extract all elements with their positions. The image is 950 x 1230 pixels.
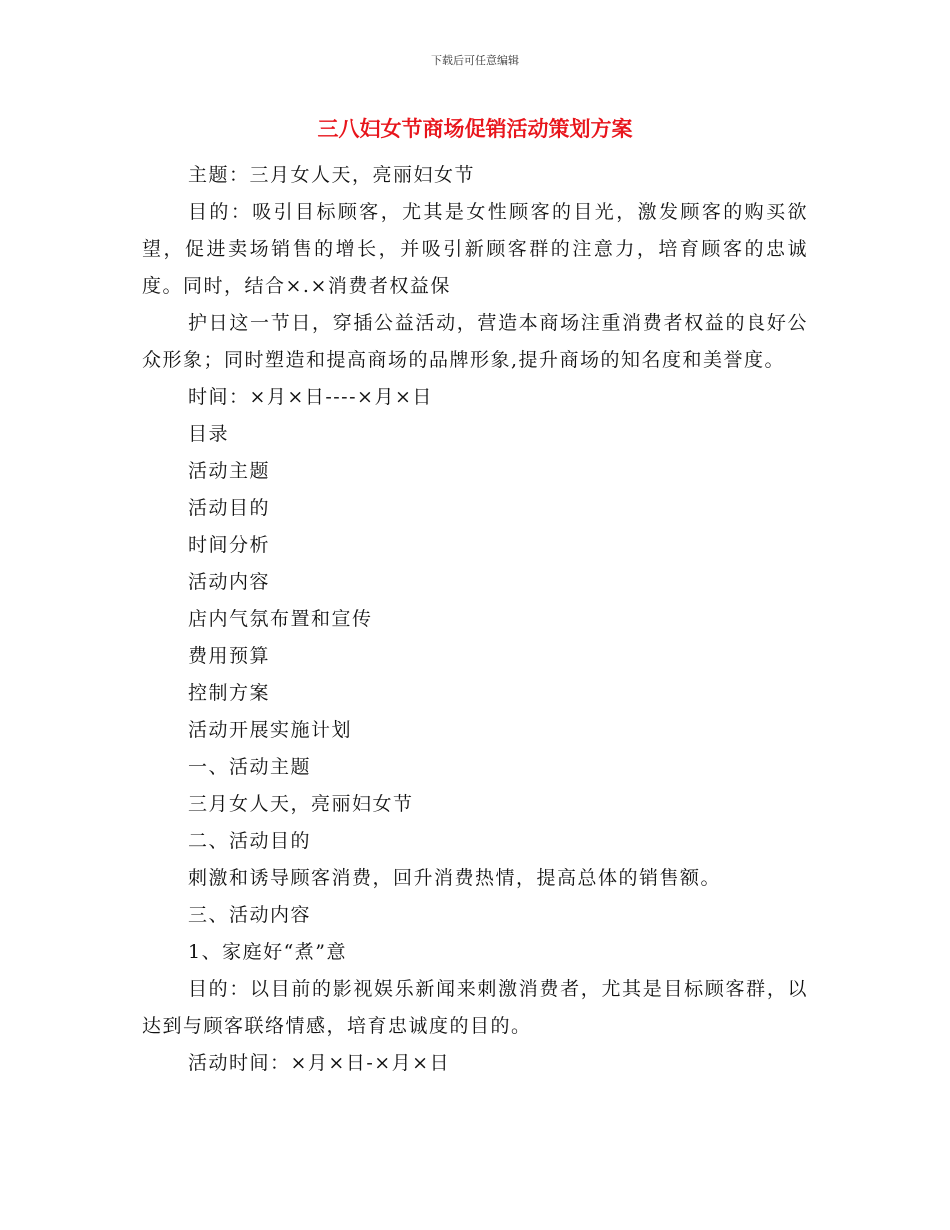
purpose-paragraph: 目的：吸引目标顾客，尤其是女性顾客的目光，激发顾客的购买欲望，促进卖场销售的增长，并吸引新顾客群的注意力，培育顾客的忠诚度。同时，结合×.×消费者权益保: [142, 201, 808, 297]
toc-item: 店内气氛布置和宣传: [188, 608, 373, 630]
activity-time-line: 活动时间：×月×日-×月×日: [188, 1052, 451, 1074]
time-line: 时间：×月×日----×月×日: [188, 386, 433, 408]
section-heading: 三、活动内容: [188, 904, 312, 926]
section-text: 三月女人天，亮丽妇女节: [188, 793, 414, 815]
toc-item: 活动开展实施计划: [188, 719, 353, 741]
toc-item: 活动目的: [188, 497, 271, 519]
section-heading: 一、活动主题: [188, 756, 312, 778]
toc-item: 活动内容: [188, 571, 271, 593]
page-header-note: 下载后可任意编辑: [431, 54, 519, 67]
section-text: 刺激和诱导顾客消费，回升消费热情，提高总体的销售额。: [188, 867, 722, 889]
toc-item: 时间分析: [188, 534, 271, 556]
theme-line: 主题：三月女人天，亮丽妇女节: [188, 164, 476, 186]
subsection-purpose-paragraph: 目的：以目前的影视娱乐新闻来刺激消费者，尤其是目标顾客群，以达到与顾客联络情感，培育忠诚度的目的。: [142, 978, 808, 1037]
subsection-heading: 1、家庭好“煮”意: [188, 941, 348, 963]
toc-heading: 目录: [188, 423, 230, 445]
purpose-continuation-paragraph: 护日这一节日，穿插公益活动，营造本商场注重消费者权益的良好公众形象；同时塑造和提高商场的品牌形象,提升商场的知名度和美誉度。: [142, 312, 808, 371]
document-title: 三八妇女节商场促销活动策划方案: [317, 116, 633, 141]
toc-item: 费用预算: [188, 645, 271, 667]
document-body: [142, 157, 808, 1082]
section-heading: 二、活动目的: [188, 830, 312, 852]
toc-item: 控制方案: [188, 682, 271, 704]
toc-item: 活动主题: [188, 460, 271, 482]
